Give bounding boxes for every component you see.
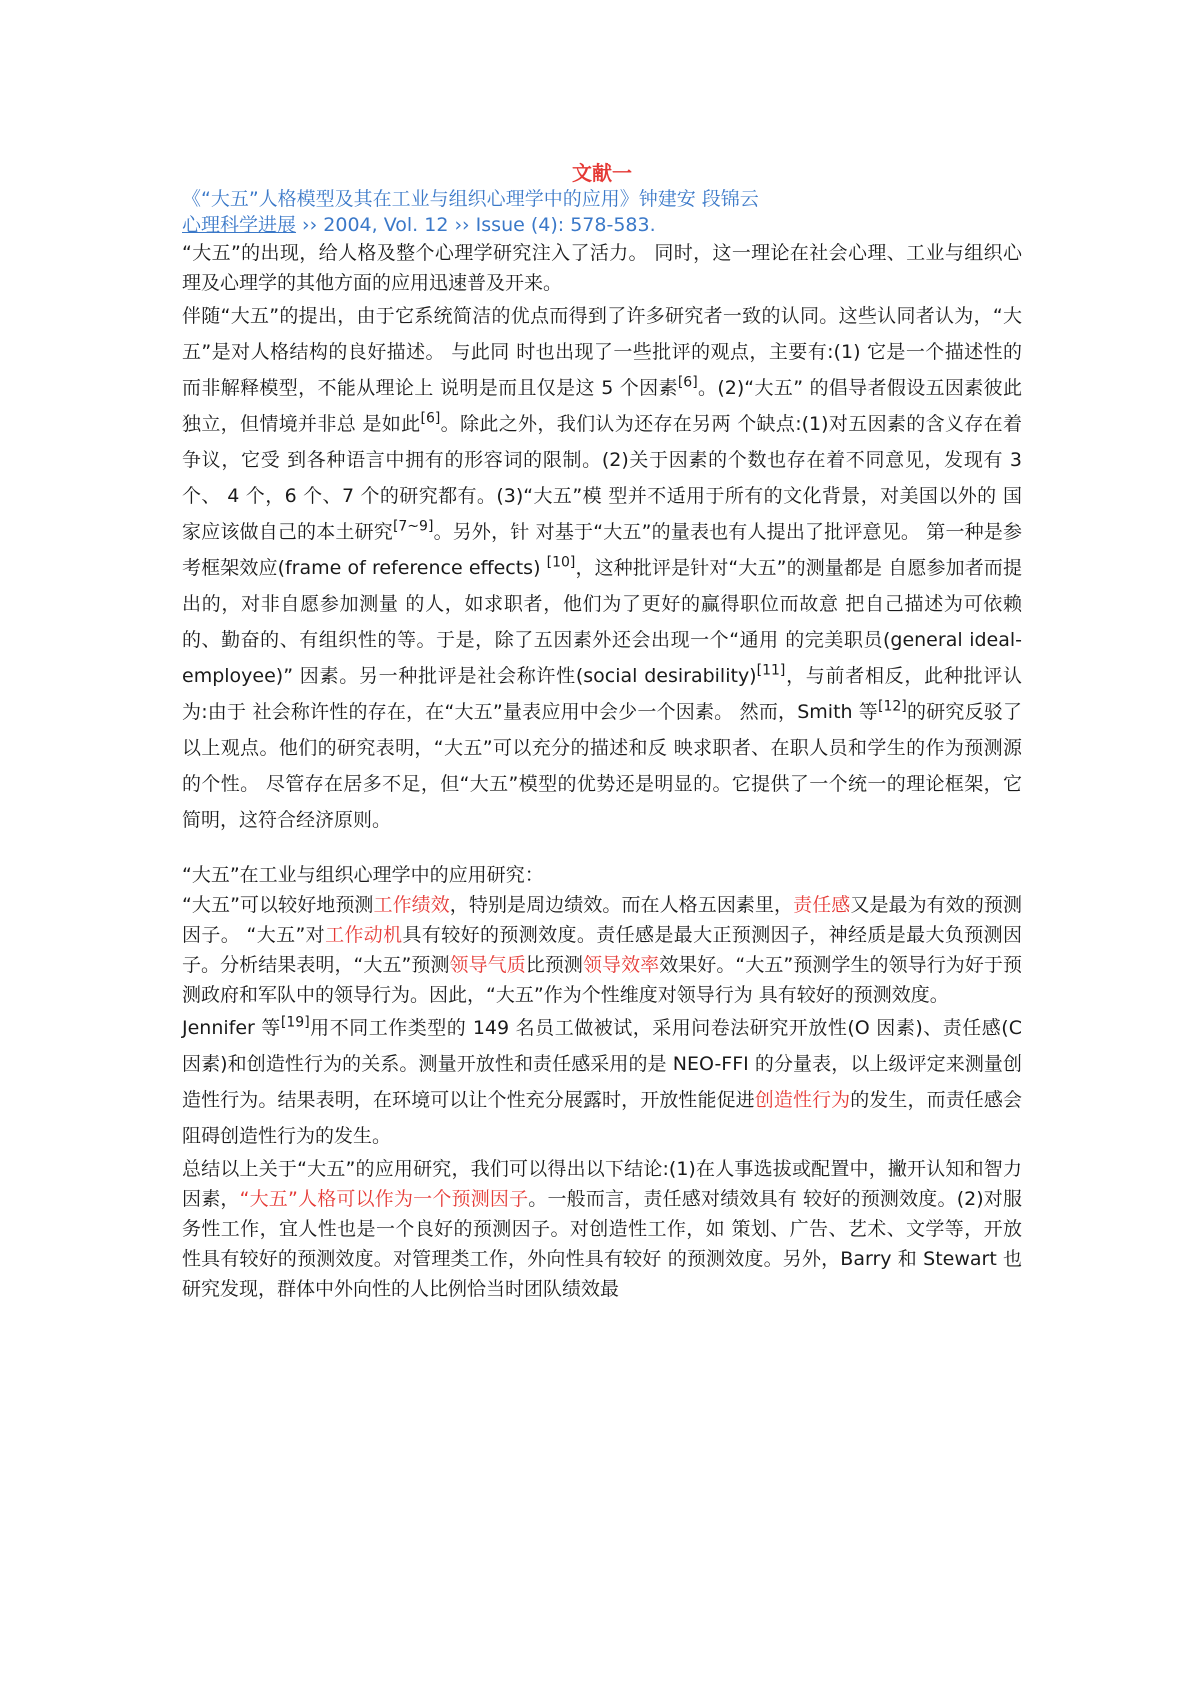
citation-ref: [11] (756, 662, 786, 679)
paragraph-summary: 总结以上关于“大五”的应用研究，我们可以得出以下结论:(1)在人事选拔或配置中，撇开认知和智力因素，“大五”人格可以作为一个预测因子。一般而言，责任感对绩效具有 较好的预测效度。(2)对服务性工作，宜人性也是一个良好的预测因子。对创造性工作，如 策划、广告、艺术、文学等，开放性具有较好的预测效度。对管理类工作，外向性具有较好 的预测效度。另外，Barry 和 Stewart 也研究发现，群体中外向性的人比例恰当时团队绩效最 (182, 1158, 1022, 1300)
citation-source (182, 212, 1022, 238)
journal-link[interactable]: 心理科学进展 (182, 214, 297, 236)
volume-info: ›› 2004, Vol. 12 ›› Issue (4): 578-583. (296, 214, 656, 236)
paragraph-intro: “大五”的出现，给人格及整个心理学研究注入了活力。 同时，这一理论在社会心理、工业与组织心理及心理学的其他方面的应用迅速普及开来。 (182, 242, 1022, 294)
highlight: 工作动机 (325, 924, 403, 946)
highlight: 创造性行为 (754, 1089, 851, 1111)
paragraph-jennifer: Jennifer 等[19]用不同工作类型的 149 名员工做被试，采用问卷法研究开放性(O 因素)、责任感(C 因素)和创造性行为的关系。测量开放性和责任感采用的是 NEO-FFI 的分量表，以上级评定来测量创造性行为。结果表明，在环境可以让个性充分展露时，开放性能促进创造性行为的发生，而责任感会阻碍创造性行为的发生。 (182, 1014, 1022, 1147)
document-page (182, 160, 1022, 1304)
citation-ref: [19] (280, 1014, 310, 1031)
highlight: 领导气质 (449, 954, 526, 976)
spacer (182, 838, 1022, 860)
citation-ref: [7~9] (392, 518, 434, 535)
citation-ref: [6] (420, 410, 441, 427)
citation-title: 《“大五”人格模型及其在工业与组织心理学中的应用》钟建安 段锦云 (182, 188, 759, 210)
highlight: 领导效率 (582, 954, 660, 976)
paragraph-applications: “大五”可以较好地预测工作绩效，特别是周边绩效。而在人格五因素里，责任感又是最为有效的预测因子。 “大五”对工作动机具有较好的预测效度。责任感是最大正预测因子，神经质是最大负预测因子。分析结果表明，“大五”预测领导气质比预测领导效率效果好。“大五”预测学生的领导行为好于预测政府和军队中的领导行为。因此，“大五”作为个性维度对领导行为 具有较好的预测效度。 (182, 894, 1022, 1006)
citation-ref: [6] (677, 374, 698, 391)
highlight: 责任感 (793, 894, 851, 916)
citation-ref: [12] (878, 698, 907, 715)
paragraph-critique: 伴随“大五”的提出，由于它系统简洁的优点而得到了许多研究者一致的认同。这些认同者认为，“大五”是对人格结构的良好描述。 与此同 时也出现了一些批评的观点，主要有:(1) 它是一个描述性的而非解释模型，不能从理论上 说明是而且仅是这 5 个因素[6]。(2)“大五” 的倡导者假设五因素彼此独立，但情境并非总 是如此[6]。除此之外，我们认为还存在另两 个缺点:(1)对五因素的含义存在着争议，它受 到各种语言中拥有的形容词的限制。(2)关于因素的个数也存在着不同意见，发现有 3 个、 4 个，6 个、7 个的研究都有。(3)“大五”模 型并不适用于所有的文化背景，对美国以外的 国家应该做自己的本土研究[7~9]。另外，针 对基于“大五”的量表也有人提出了批评意见。 第一种是参考框架效应(frame of reference effects) [10]，这种批评是针对“大五”的测量都是 自愿参加者而提出的，对非自愿参加测量 的人，如求职者，他们为了更好的赢得职位而故意 把自己描述为可依赖的、勤奋的、有组织性的等。于是，除了五因素外还会出现一个“通用 的完美职员(general ideal-employee)” 因素。另一种批评是社会称许性(social desirability)[11]，与前者相反，此种批评认为:由于 社会称许性的存在，在“大五”量表应用中会少一个因素。 然而，Smith 等[12]的研究反驳了 以上观点。他们的研究表明，“大五”可以充分的描述和反 映求职者、在职人员和学生的作为预测源的个性。 尽管存在居多不足，但“大五”模型的优势还是明显的。它提供了一个统一的理论框架，它简明，这符合经济原则。 (182, 305, 1023, 831)
highlight: “大五”人格可以作为一个预测因子 (239, 1188, 529, 1210)
citation-ref: [10] (546, 554, 576, 571)
document-heading: 文献一 (572, 161, 632, 185)
section-title: “大五”在工业与组织心理学中的应用研究： (182, 864, 544, 886)
highlight: 工作绩效 (373, 894, 450, 916)
